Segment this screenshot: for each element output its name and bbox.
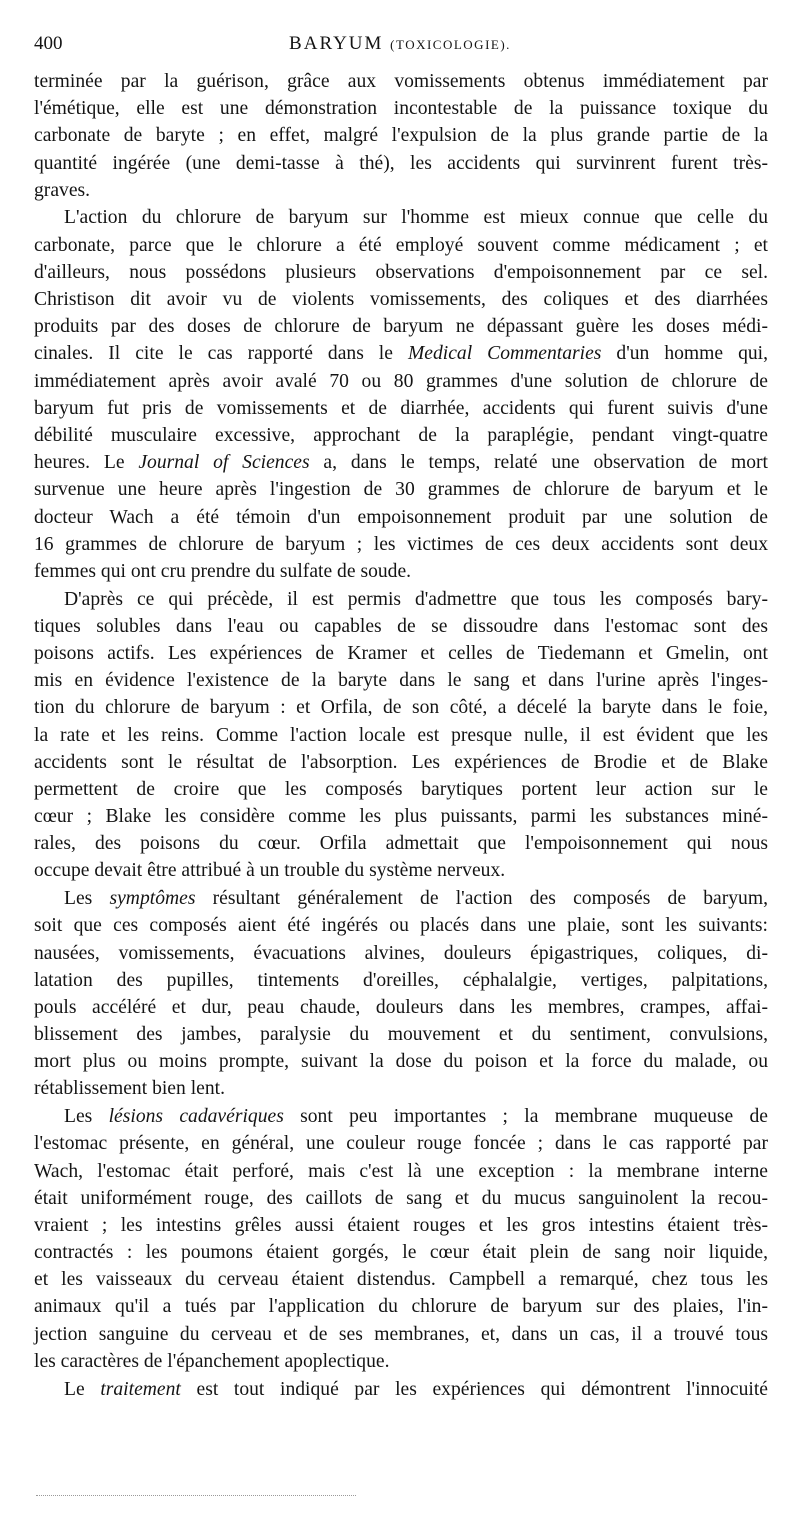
line-text: terminée par la guérison, grâce aux vomissements obtenus immédiatement par — [34, 71, 768, 92]
text-line — [34, 640, 768, 667]
line-text: l'estomac présente, en général, une couleur rouge foncée ; dans le cas rapporté par — [34, 1133, 768, 1155]
text-line — [34, 259, 768, 286]
line-text: nausées, vomissements, évacuations alvines, douleurs épigastriques, coliques, di- — [34, 942, 768, 964]
text-line — [34, 613, 768, 640]
paragraph — [34, 586, 768, 885]
line-text: heures. Le — [34, 452, 139, 474]
line-text: graves. — [34, 179, 91, 201]
line-text: Wach, l'estomac était perforé, mais c'est là une exception : la membrane interne — [34, 1160, 768, 1182]
text-line — [34, 1130, 768, 1157]
running-header — [34, 30, 766, 58]
line-text: était uniformément rouge, des caillots de sang et du mucus sanguinolent la recou- — [34, 1187, 768, 1209]
line-text: Les — [64, 1106, 109, 1128]
body-text — [34, 68, 768, 1403]
text-line — [34, 1185, 768, 1212]
text-line — [34, 776, 768, 803]
text-line — [34, 95, 768, 122]
text-line — [34, 422, 768, 449]
line-text: Le — [64, 1378, 101, 1400]
text-line — [34, 504, 768, 531]
line-text: d'ailleurs, nous possédons plusieurs observations d'empoisonnement par ce sel. — [34, 261, 768, 283]
text-line — [34, 1239, 768, 1266]
text-line — [34, 395, 768, 422]
footer-rule — [36, 1495, 356, 1496]
text-line — [34, 1075, 768, 1102]
text-line — [34, 476, 768, 503]
italic-text: Medical Commentaries — [407, 343, 602, 365]
line-text: rales, des poisons du cœur. Orfila admettait que l'empoisonnement qui nous — [34, 833, 768, 855]
text-line — [34, 122, 768, 149]
line-text: carbonate, parce que le chlorure a été employé souvent comme médicament ; et — [34, 234, 768, 256]
running-title-main: BARYUM — [289, 33, 384, 54]
line-text: Christison dit avoir vu de violents vomissements, des coliques et des diarrhées — [34, 289, 768, 310]
text-line — [34, 1158, 768, 1185]
line-text: tion du chlorure de baryum : et Orfila, de son côté, a décelé la baryte dans le foie, — [34, 697, 768, 719]
text-line — [34, 1266, 768, 1293]
line-text: poisons actifs. Les expériences de Kramer et celles de Tiedemann et Gmelin, ont — [34, 642, 768, 664]
line-text: D'après ce qui précède, il est permis d'admettre que tous les composés bary- — [64, 588, 768, 610]
line-text: l'émétique, elle est une démonstration incontestable de la puissance toxique du — [34, 98, 768, 120]
line-text: débilité musculaire excessive, approchant de la paraplégie, pendant vingt-quatre — [34, 424, 768, 446]
line-text: tiques solubles dans l'eau ou capables de se dissoudre dans l'estomac sont des — [34, 615, 768, 637]
line-text: les caractères de l'épanchement apoplectique. — [34, 1350, 390, 1372]
line-text: sont peu importantes ; la membrane muqueuse de — [283, 1106, 768, 1128]
line-text: mort plus ou moins prompte, suivant la dose du poison et la force du malade, ou — [34, 1051, 768, 1073]
paragraph — [34, 204, 768, 585]
text-line — [34, 1293, 768, 1320]
line-text: L'action du chlorure de baryum sur l'homme est mieux connue que celle du — [64, 207, 768, 229]
text-line — [34, 313, 768, 340]
line-text: contractés : les poumons étaient gorgés, le cœur était plein de sang noir liquide, — [34, 1242, 768, 1264]
line-text: et les vaisseaux du cerveau étaient distendus. Campbell a remarqué, chez tous les — [34, 1269, 768, 1291]
text-line — [34, 232, 768, 259]
line-text: animaux qu'il a tués par l'application du chlorure de baryum sur des plaies, l'in- — [34, 1296, 768, 1318]
line-text: femmes qui ont cru prendre du sulfate de soude. — [34, 560, 412, 582]
line-text: mis en évidence l'existence de la baryte dans le sang et dans l'urine après l'inges- — [34, 670, 768, 692]
text-line — [34, 150, 768, 177]
line-text: produits par des doses de chlorure de baryum ne dépassant guère les doses médi- — [34, 316, 768, 338]
text-line — [34, 830, 768, 857]
text-line — [34, 586, 768, 613]
line-text: Les — [64, 888, 110, 910]
italic-text: symptômes — [109, 888, 196, 910]
line-text: docteur Wach a été témoin d'un empoisonnement produit par une solution de — [34, 506, 768, 528]
line-text: rétablissement bien lent. — [34, 1078, 225, 1100]
text-line — [34, 340, 768, 367]
line-text: est tout indiqué par les expériences qui démontrent l'innocuité — [180, 1378, 768, 1400]
running-title — [34, 30, 766, 59]
line-text: carbonate de baryte ; en effet, malgré l'expulsion de la plus grande partie de la — [34, 125, 768, 147]
text-line — [34, 68, 768, 95]
text-line — [34, 994, 768, 1021]
line-text: latation des pupilles, tintements d'oreilles, céphalalgie, vertiges, palpitations, — [34, 969, 768, 991]
line-text: cœur ; Blake les considère comme les plus puissants, parmi les substances miné- — [34, 806, 768, 828]
text-line — [34, 1348, 768, 1375]
line-text: pouls accéléré et dur, peau chaude, douleurs dans les membres, crampes, affai- — [34, 996, 768, 1018]
line-text: résultant généralement de l'action des composés de baryum, — [195, 888, 768, 910]
running-title-sub: (TOXICOLOGIE). — [390, 37, 511, 52]
text-line — [34, 857, 768, 884]
text-line — [34, 940, 768, 967]
paragraph — [34, 68, 768, 204]
text-line — [34, 177, 768, 204]
paragraph — [34, 1376, 768, 1403]
text-line — [34, 694, 768, 721]
line-text: cinales. Il cite le cas rapporté dans le — [34, 343, 408, 365]
italic-text: lésions cadavériques — [108, 1106, 284, 1128]
text-line — [34, 667, 768, 694]
line-text: quantité ingérée (une demi-tasse à thé), les accidents qui survinrent furent très- — [34, 152, 768, 174]
text-line — [34, 885, 768, 912]
paragraph — [34, 885, 768, 1103]
line-text: accidents sont le résultat de l'absorption. Les expériences de Brodie et de Blake — [34, 751, 768, 773]
text-line — [34, 803, 768, 830]
text-line — [34, 558, 768, 585]
text-line — [34, 449, 768, 476]
text-line — [34, 368, 768, 395]
page-number: 400 — [34, 33, 63, 54]
line-text: baryum fut pris de vomissements et de diarrhée, accidents qui furent suivis d'une — [34, 397, 768, 419]
paragraph — [34, 1103, 768, 1375]
text-line — [34, 1021, 768, 1048]
line-text: immédiatement après avoir avalé 70 ou 80 grammes d'une solution de chlorure de — [34, 370, 768, 392]
line-text: permettent de croire que les composés barytiques portent leur action sur le — [34, 778, 768, 800]
text-line — [34, 531, 768, 558]
text-line — [34, 1048, 768, 1075]
line-text: soit que ces composés aient été ingérés ou placés dans une plaie, sont les suivants: — [34, 915, 768, 937]
text-line — [34, 1376, 768, 1403]
text-line — [34, 749, 768, 776]
line-text: la rate et les reins. Comme l'action locale est presque nulle, il est évident que les — [34, 724, 768, 746]
italic-text: traitement — [100, 1378, 181, 1400]
line-text: jection sanguine du cerveau et de ses membranes, et, dans un cas, il a trouvé tous — [34, 1323, 768, 1345]
text-line — [34, 722, 768, 749]
text-line — [34, 1321, 768, 1348]
text-line — [34, 967, 768, 994]
text-line — [34, 204, 768, 231]
italic-text: Journal of Sciences — [138, 452, 310, 474]
line-text: 16 grammes de chlorure de baryum ; les victimes de ces deux accidents sont deux — [34, 533, 768, 555]
text-line — [34, 1103, 768, 1130]
line-text: occupe devait être attribué à un trouble du système nerveux. — [34, 860, 506, 882]
line-text: a, dans le temps, relaté une observation de mort — [309, 452, 768, 474]
text-line — [34, 1212, 768, 1239]
text-line — [34, 286, 768, 313]
line-text: survenue une heure après l'ingestion de 30 grammes de chlorure de baryum et le — [34, 479, 768, 501]
text-line — [34, 912, 768, 939]
line-text: d'un homme qui, — [601, 343, 769, 365]
line-text: blissement des jambes, paralysie du mouvement et du sentiment, convulsions, — [34, 1024, 768, 1046]
line-text: vraient ; les intestins grêles aussi étaient rouges et les gros intestins étaient très- — [34, 1214, 768, 1236]
